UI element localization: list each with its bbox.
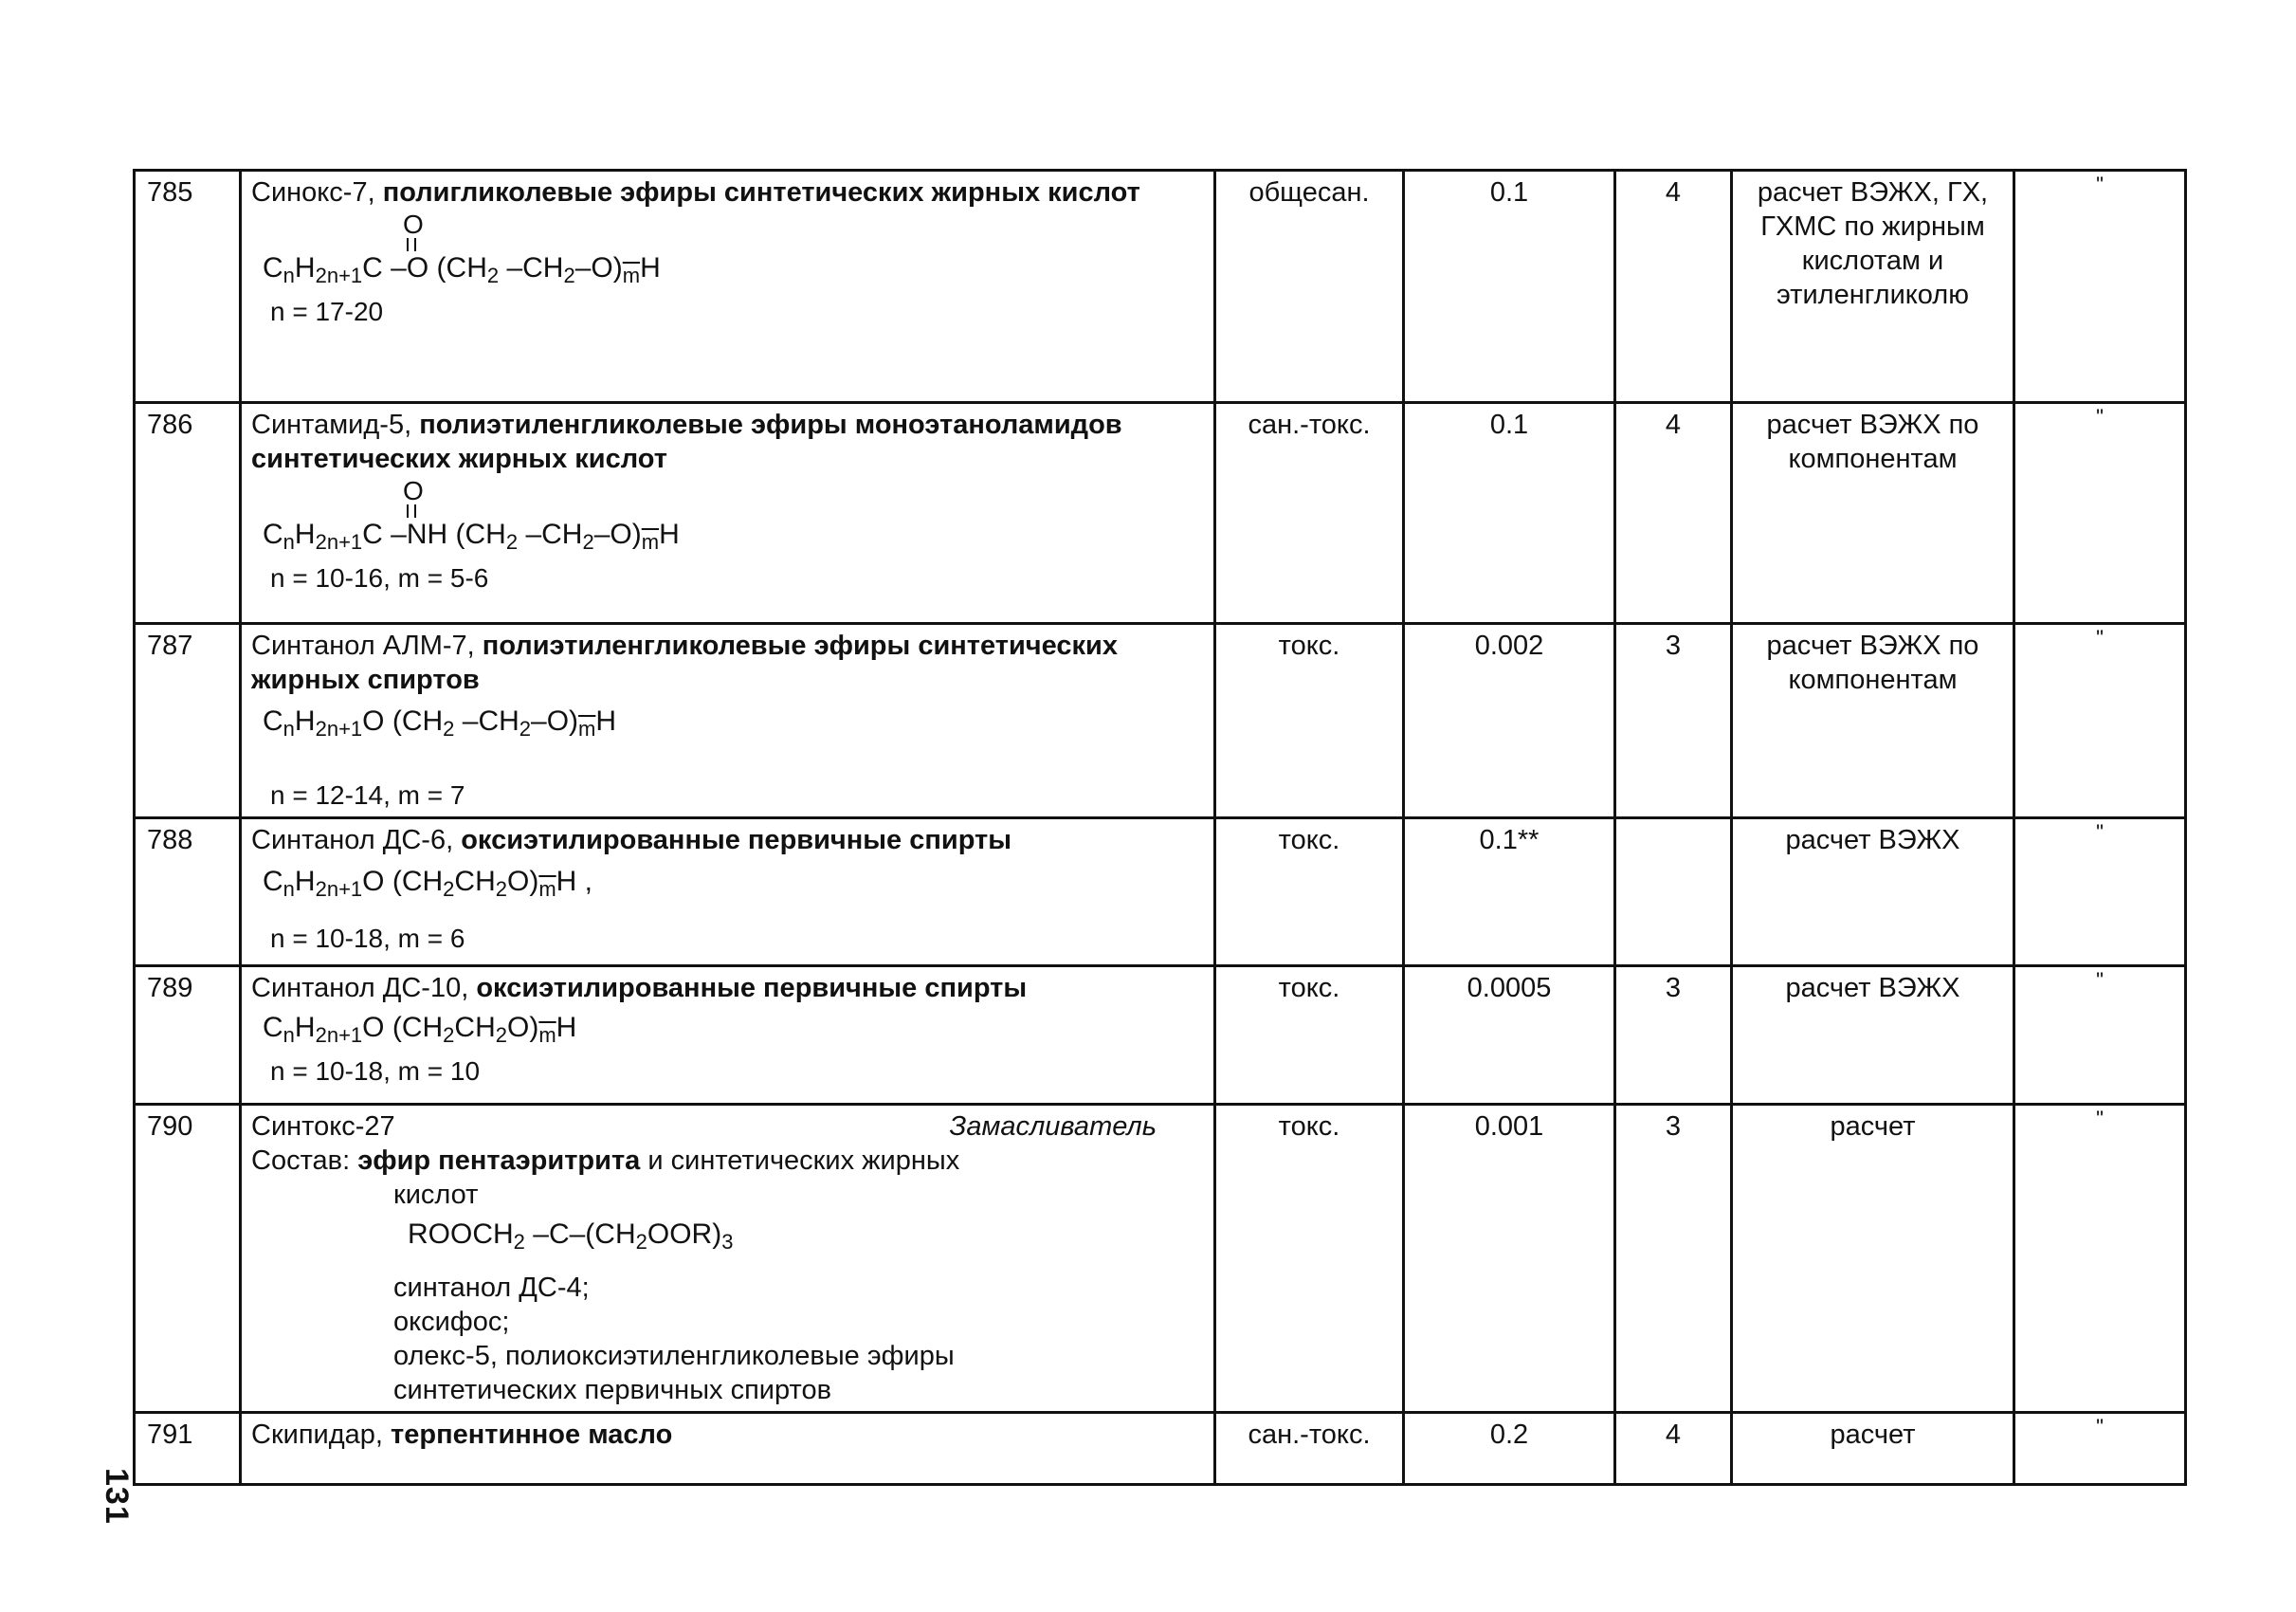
substance-cell: Синтокс-27 Замасливатель Состав: эфир пентаэритрита и синтетических жирных кислот $ROOCH_2$ $-C-(CH_2OOR)_3$ синтанол ДС-4; оксифос; олекс-5, полиоксиэтиленгликолевые эфиры синтетических первичных спиртов — [241, 1105, 1215, 1413]
limit-value: 0.2 — [1404, 1413, 1615, 1485]
formula-params: n = 10-16, m = 5-6 — [270, 563, 489, 593]
substance-description: полигликолевые эфиры синтетических жирных кислот — [382, 177, 1140, 208]
substance-name: Синтанол ДС-6, — [251, 825, 462, 855]
table-row — [135, 1105, 2186, 1413]
row-number: 786 — [135, 403, 241, 624]
limit-value: 0.001 — [1404, 1105, 1615, 1413]
limit-value: 0.1** — [1404, 818, 1615, 966]
limit-value: 0.0005 — [1404, 966, 1615, 1105]
row-number: 790 — [135, 1105, 241, 1413]
list-item: оксифос; — [393, 1307, 510, 1337]
method: расчет ВЭЖХ по компонентам — [1732, 624, 2014, 818]
hazard-class — [1615, 818, 1732, 966]
substance-cell — [241, 818, 1215, 966]
structural-formula: $C_nH_{2n+1}O$ $(CH_2CH_2O)_{\overline{m}}H$ — [263, 1012, 577, 1047]
table-row — [135, 966, 2186, 1105]
substance-cell — [241, 624, 1215, 818]
list-item: синтанол ДС-4; — [393, 1273, 590, 1303]
ditto-mark: " — [2014, 171, 2186, 403]
ditto-mark: " — [2014, 966, 2186, 1105]
hazard-class-type: сан.-токс. — [1215, 403, 1404, 624]
method: расчет — [1732, 1413, 2014, 1485]
substance-name: Скипидар, — [251, 1420, 392, 1450]
list-item: синтетических первичных спиртов — [393, 1375, 831, 1405]
row-number: 791 — [135, 1413, 241, 1485]
substance-description: оксиэтилированные первичные спирты — [461, 825, 1012, 855]
substance-name: Синтамид-5, — [251, 410, 420, 440]
ditto-mark: " — [2014, 1413, 2186, 1485]
structural-formula: $C_nH_{2n+1}O$ $(CH_2CH_2O)_{\overline{m}}H$ , — [263, 866, 593, 901]
substance-description: полиэтиленгликолевые эфиры синтетических жирных спиртов — [251, 631, 1118, 695]
limit-value: 0.1 — [1404, 171, 1615, 403]
table-row — [135, 1413, 2186, 1485]
limit-value: 0.1 — [1404, 403, 1615, 624]
structural-formula: O $C_nH_{2n+1}C$ –NH ($CH_2$ $-CH_2-O)_{\overline{m}}H$ — [263, 476, 680, 554]
hazard-class-type: общесан. — [1215, 171, 1404, 403]
structural-formula: $ROOCH_2$ $-C-(CH_2OOR)_3$ — [408, 1218, 734, 1254]
substance-note: Замасливатель — [949, 1111, 1157, 1142]
table-row — [135, 624, 2186, 818]
substance-name: Синокс-7, — [251, 177, 383, 208]
row-number: 787 — [135, 624, 241, 818]
method: расчет ВЭЖХ по компонентам — [1732, 403, 2014, 624]
table-row — [135, 403, 2186, 624]
row-number: 785 — [135, 171, 241, 403]
composition-label: Состав: — [251, 1145, 358, 1176]
list-item: олекс-5, полиоксиэтиленгликолевые эфиры — [393, 1341, 955, 1371]
substance-description: терпентинное масло — [391, 1420, 673, 1450]
ditto-mark: " — [2014, 1105, 2186, 1413]
formula-params: n = 10-18, m = 10 — [270, 1056, 481, 1086]
hazard-class-type: токс. — [1215, 624, 1404, 818]
method: расчет ВЭЖХ, ГХ, ГХМС по жирным кислотам и этиленгликолю — [1732, 171, 2014, 403]
formula-params: n = 12-14, m = 7 — [270, 780, 465, 810]
table-row — [135, 171, 2186, 403]
composition-main: эфир пентаэритрита — [357, 1145, 641, 1176]
substance-cell — [241, 966, 1215, 1105]
page-number: 131 — [99, 1468, 135, 1525]
ditto-mark: " — [2014, 818, 2186, 966]
formula-params: n = 10-18, m = 6 — [270, 924, 465, 953]
method: расчет ВЭЖХ — [1732, 818, 2014, 966]
substance-description: полиэтиленгликолевые эфиры моноэтаноламидов синтетических жирных кислот — [251, 410, 1122, 474]
structural-formula: O $C_nH_{2n+1}C$ –O ($CH_2$ $-CH_2-O)_{\overline{m}}H$ — [263, 210, 661, 287]
hazard-class: 3 — [1615, 1105, 1732, 1413]
table-row — [135, 818, 2186, 966]
component-list — [393, 1271, 1204, 1407]
hazard-class-type: токс. — [1215, 966, 1404, 1105]
row-number: 789 — [135, 966, 241, 1105]
hazard-class: 4 — [1615, 1413, 1732, 1485]
hazard-class: 4 — [1615, 171, 1732, 403]
ditto-mark: " — [2014, 403, 2186, 624]
substance-description: оксиэтилированные первичные спирты — [476, 973, 1028, 1003]
limit-value: 0.002 — [1404, 624, 1615, 818]
substance-name: Синтанол АЛМ-7, — [251, 631, 483, 661]
ditto-mark: " — [2014, 624, 2186, 818]
hazard-class: 3 — [1615, 624, 1732, 818]
substance-name: Синтокс-27 — [251, 1111, 395, 1142]
row-number: 788 — [135, 818, 241, 966]
formula-params: n = 17-20 — [270, 297, 384, 326]
hazard-class: 4 — [1615, 403, 1732, 624]
method: расчет — [1732, 1105, 2014, 1413]
hazard-class-type: токс. — [1215, 1105, 1404, 1413]
substances-table — [133, 169, 2187, 1486]
substance-cell — [241, 171, 1215, 403]
substance-cell — [241, 403, 1215, 624]
structural-formula: $C_nH_{2n+1}O$ ($CH_2$ $-CH_2-O)_{\overline{m}}H$ — [263, 705, 617, 741]
substance-name: Синтанол ДС-10, — [251, 973, 477, 1003]
hazard-class-type: токс. — [1215, 818, 1404, 966]
hazard-class: 3 — [1615, 966, 1732, 1105]
method: расчет ВЭЖХ — [1732, 966, 2014, 1105]
substance-cell — [241, 1413, 1215, 1485]
hazard-class-type: сан.-токс. — [1215, 1413, 1404, 1485]
